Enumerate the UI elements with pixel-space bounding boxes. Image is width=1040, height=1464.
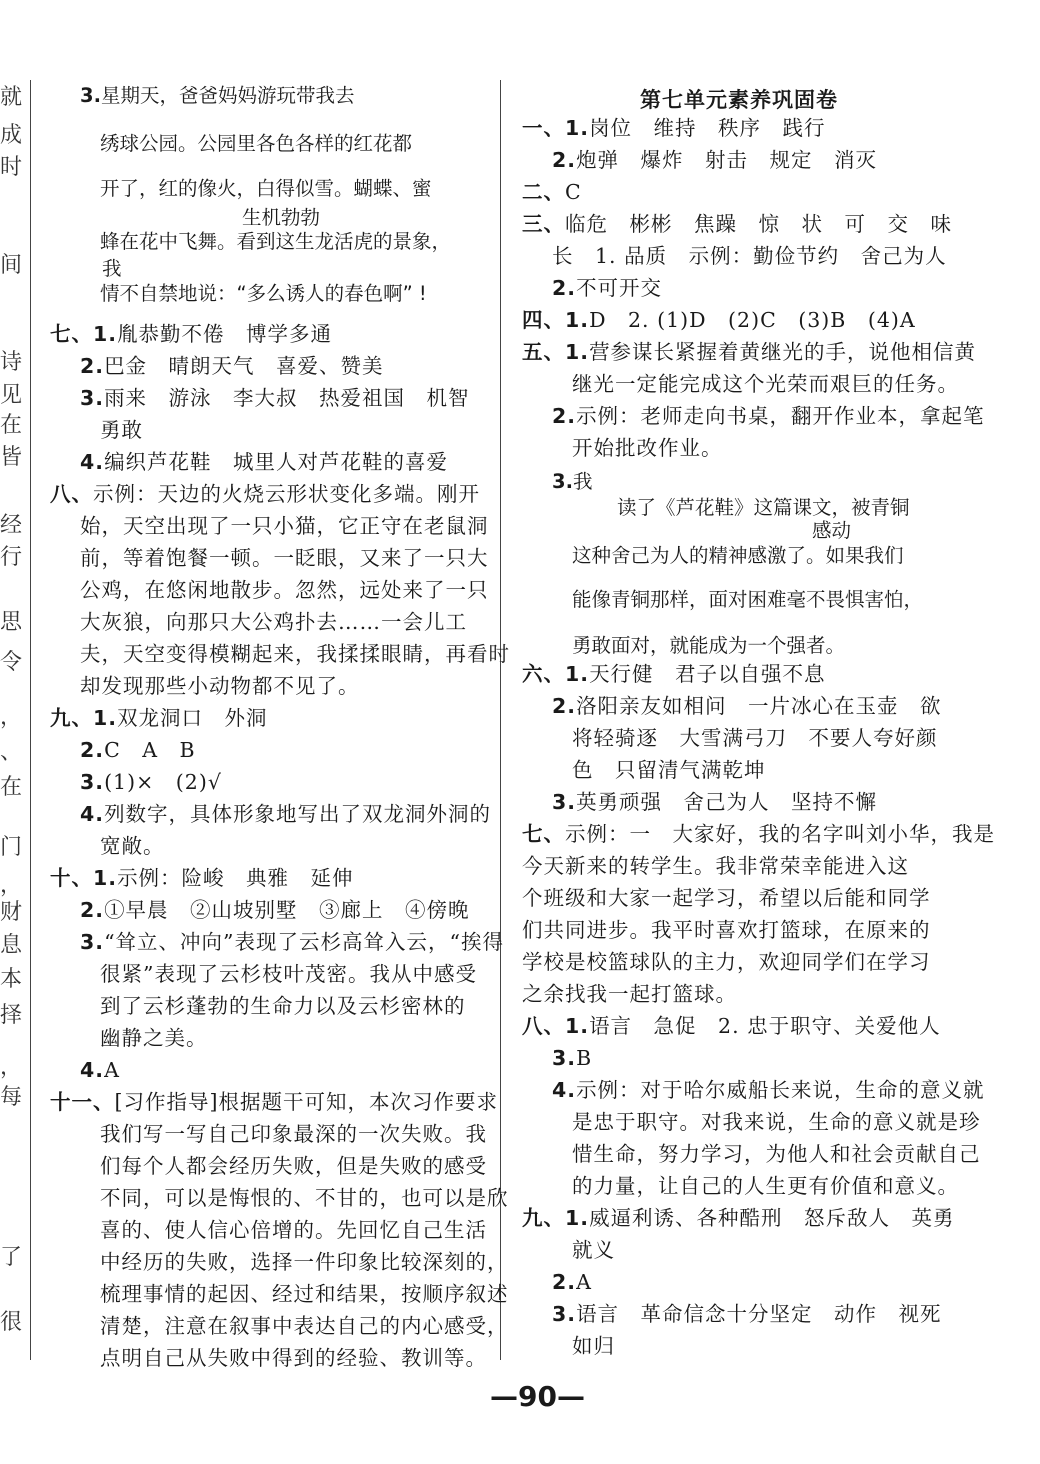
edge-fragment: 了 [0, 1245, 23, 1270]
answer-text: 大灰狼，向那只大公鸡扑去……一会儿工 [80, 610, 467, 634]
answer-text: B [576, 1046, 593, 1070]
answer-text: 的力量，让自己的人生更有价值和意义。 [572, 1174, 959, 1198]
answer-text: 夫，天空变得模糊起来，我揉揉眼睛，再看时 [80, 642, 510, 666]
answer-line [100, 278, 427, 310]
item-number: 2. [552, 1270, 577, 1294]
answer-text: 继光一定能完成这个光荣而艰巨的任务。 [572, 372, 959, 396]
item-number: 九、1. [522, 1206, 590, 1230]
edge-fragment: 、 [0, 740, 23, 765]
edge-fragment: 皆 [0, 445, 23, 470]
answer-line [522, 658, 826, 690]
left-margin-rule [30, 80, 31, 1360]
edge-fragment: 诗 [0, 350, 23, 375]
answer-line [80, 798, 491, 830]
answer-text: C A B [104, 738, 196, 762]
answer-text: 营参谋长紧握着黄继光的手，说他相信黄 [589, 340, 977, 364]
answer-text: 天行健 君子以自强不息 [589, 662, 826, 686]
answer-line [522, 112, 826, 144]
edge-fragment: 门 [0, 835, 23, 860]
answer-line [522, 946, 931, 978]
answer-line [80, 542, 489, 574]
answer-line [522, 1202, 955, 1234]
item-number: 三、 [522, 212, 565, 236]
answer-line [80, 350, 384, 382]
answer-text: 能像青铜那样，面对困难毫不畏惧害怕， [572, 588, 924, 611]
answer-text: 情不自禁地说：“多么诱人的春色啊” ! [100, 282, 427, 305]
item-number: 八、 [50, 482, 93, 506]
answer-text: 读了《芦花鞋》这篇课文，被青铜 [617, 496, 910, 519]
answer-text: C [565, 180, 582, 204]
item-number: 七、 [522, 822, 565, 846]
item-number: 八、1. [522, 1014, 590, 1038]
answer-line [552, 786, 877, 818]
answer-text: 梳理事情的起因、经过和结果，按顺序叙述 [100, 1282, 509, 1306]
answer-text: [习作指导]根据题干可知，本次习作要求 [114, 1090, 498, 1114]
answer-line [552, 1042, 592, 1074]
answer-text: 是忠于职守。对我来说，生命的意义就是珍 [572, 1110, 981, 1134]
answer-text: A [576, 1270, 592, 1294]
edge-fragment: 很 [0, 1310, 23, 1335]
answer-line [617, 492, 910, 524]
answer-text: 示例：一 大家好，我的名字叫刘小华，我是 [565, 822, 995, 846]
answer-text: 学校是校篮球队的主力，欢迎同学们在学习 [522, 950, 931, 974]
answer-line [572, 584, 923, 616]
answer-line [80, 80, 355, 112]
answer-text: 开了，红的像火，白得似雪。蝴蝶、蜜 [100, 177, 432, 200]
edge-fragment: 经 [0, 513, 23, 538]
answer-line [100, 1310, 509, 1342]
item-number: 七、1. [50, 322, 118, 346]
item-number: 4. [552, 1078, 577, 1102]
answer-line [572, 1138, 981, 1170]
answer-text: 中经历的失败，选择一件印象比较深刻的， [100, 1250, 509, 1274]
answer-text: 勇敢 [100, 418, 143, 442]
answer-line [572, 722, 938, 754]
answer-line [100, 1278, 509, 1310]
answer-line [80, 734, 196, 766]
answer-text: 们每个人都会经历失败，但是失败的感受 [100, 1154, 487, 1178]
answer-text: 星期天，爸爸妈妈游玩带我去 [100, 84, 355, 107]
answer-line [50, 702, 268, 734]
answer-text: 巴金 晴朗天气 喜爱、赞美 [104, 354, 384, 378]
item-number: 四、1. [522, 308, 590, 332]
answer-text: 之余找我一起打篮球。 [522, 982, 737, 1006]
answer-text: 却发现那些小动物都不见了。 [80, 674, 360, 698]
answer-line [50, 318, 332, 350]
answer-text: 不同，可以是悔恨的、不甘的，也可以是欣 [100, 1186, 509, 1210]
answer-text: 我们写一写自己印象最深的一次失败。我 [100, 1122, 487, 1146]
answer-line [522, 978, 737, 1010]
answer-line [100, 1182, 509, 1214]
answer-line [80, 638, 510, 670]
answer-line [552, 466, 593, 498]
answer-text: 语言 急促 2. 忠于职守、关爱他人 [589, 1014, 941, 1038]
answer-line [552, 144, 877, 176]
answer-text: 炮弹 爆炸 射击 规定 消灭 [576, 148, 878, 172]
answer-text: 威逼利诱、各种酷刑 怒斥敌人 英勇 [589, 1206, 955, 1230]
answer-line [522, 818, 995, 850]
answer-line [522, 914, 931, 946]
answer-line [100, 128, 412, 160]
answer-text: A [104, 1058, 120, 1082]
edge-fragment: 见 [0, 383, 23, 408]
edge-fragment: 每 [0, 1085, 23, 1110]
item-number: 3. [552, 1302, 577, 1326]
answer-text: 我 [572, 470, 593, 493]
answer-line [572, 540, 904, 572]
answer-text: 宽敞。 [100, 834, 165, 858]
item-number: 3. [552, 1046, 577, 1070]
answer-text: 前，等着饱餐一顿。一眨眼，又来了一只大 [80, 546, 489, 570]
edge-fragment: ， [0, 705, 23, 730]
answer-line [100, 1118, 487, 1150]
answer-text: 我 [102, 257, 122, 280]
answer-line [80, 670, 360, 702]
answer-line [100, 414, 143, 446]
page-number: —90— [490, 1380, 585, 1413]
answer-line [50, 1086, 498, 1118]
answer-line [100, 830, 165, 862]
answer-line [100, 958, 477, 990]
item-number: 2. [552, 148, 577, 172]
item-number: 3. [552, 790, 577, 814]
answer-line [552, 690, 942, 722]
answer-line [80, 446, 448, 478]
answer-text: 长 1. 品质 示例：勤俭节约 舍己为人 [552, 244, 947, 268]
edge-fragment: 间 [0, 253, 23, 278]
answer-text: 很紧”表现了云杉枝叶茂密。我从中感受 [100, 962, 477, 986]
answer-line [552, 1074, 985, 1106]
answer-text: 开始批改作业。 [572, 436, 723, 460]
answer-text: 始，天空出现了一只小猫，它正守在老鼠洞 [80, 514, 489, 538]
answer-line [80, 1054, 120, 1086]
answer-line [100, 1246, 509, 1278]
item-number: 4. [80, 1058, 105, 1082]
answer-line [572, 1106, 981, 1138]
answer-line [572, 1234, 615, 1266]
item-number: 2. [80, 898, 105, 922]
answer-line [522, 850, 909, 882]
answer-line [80, 766, 222, 798]
answer-text: 点明自己从失败中得到的经验、教训等。 [100, 1346, 487, 1370]
answer-line [50, 862, 354, 894]
answer-text: 色 只留清气满乾坤 [572, 758, 766, 782]
answer-line [100, 990, 466, 1022]
answer-line [80, 574, 489, 606]
item-number: 六、1. [522, 662, 590, 686]
edge-fragment: 时 [0, 155, 23, 180]
item-number: 3. [80, 386, 105, 410]
answer-line [572, 1170, 959, 1202]
answer-text: 示例：老师走向书桌，翻开作业本，拿起笔 [576, 404, 985, 428]
answer-text: 岗位 维持 秩序 践行 [589, 116, 826, 140]
answer-line [552, 240, 947, 272]
answer-text: 列数字，具体形象地写出了双龙洞外洞的 [104, 802, 492, 826]
answer-text: 示例：险峻 典雅 延伸 [117, 866, 354, 890]
answer-text: 示例：对于哈尔威船长来说，生命的意义就 [576, 1078, 985, 1102]
edge-fragment: 在 [0, 413, 23, 438]
item-number: 2. [552, 404, 577, 428]
edge-fragment: 息 [0, 933, 23, 958]
answer-line [522, 208, 952, 240]
answer-text: (1)× (2)√ [104, 770, 222, 794]
answer-line [80, 926, 504, 958]
edge-fragment: 在 [0, 775, 23, 800]
left-edge-fragments [0, 80, 22, 1360]
edge-fragment: 思 [0, 610, 23, 635]
edge-fragment: ， [0, 873, 23, 898]
answer-line [80, 894, 470, 926]
item-number: 3. [552, 470, 573, 493]
answer-line [522, 336, 976, 368]
answer-text: 感动 [812, 519, 852, 542]
answer-text: 个班级和大家一起学习，希望以后能和同学 [522, 886, 931, 910]
answer-text: 将轻骑逐 大雪满弓刀 不要人夸好颜 [572, 726, 938, 750]
item-number: 3. [80, 84, 101, 107]
answer-line [522, 304, 916, 336]
answer-text: 英勇顽强 舍己为人 坚持不懈 [576, 790, 878, 814]
answer-line [522, 882, 931, 914]
answer-text: 喜的、使人信心倍增的。先回忆自己生活 [100, 1218, 487, 1242]
edge-fragment: 成 [0, 123, 23, 148]
item-number: 2. [552, 694, 577, 718]
answer-line [552, 1298, 942, 1330]
answer-line [572, 432, 723, 464]
answer-line [100, 1342, 487, 1374]
answer-text: 生机勃勃 [242, 206, 321, 229]
item-number: 十、1. [50, 866, 118, 890]
column-divider [500, 80, 501, 1360]
edge-fragment: 就 [0, 85, 23, 110]
answer-text: 清楚，注意在叙事中表达自己的内心感受， [100, 1314, 509, 1338]
answer-text: 编织芦花鞋 城里人对芦花鞋的喜爱 [104, 450, 449, 474]
item-number: 4. [80, 450, 105, 474]
answer-text: 幽静之美。 [100, 1026, 208, 1050]
answer-text: 临危 彬彬 焦躁 惊 状 可 交 味 [565, 212, 952, 236]
answer-text: 公鸡，在悠闲地散步。忽然，远处来了一只 [80, 578, 489, 602]
answer-text: 绣球公园。公园里各色各样的红花都 [100, 132, 413, 155]
answer-text: 就义 [572, 1238, 615, 1262]
answer-line [80, 510, 489, 542]
answer-text: 不可开交 [576, 276, 663, 300]
item-number: 2. [80, 354, 105, 378]
answer-line [100, 173, 432, 205]
item-number: 一、1. [522, 116, 590, 140]
item-number: 十一、 [50, 1090, 115, 1114]
answer-line [572, 368, 959, 400]
answer-line [100, 226, 451, 258]
answer-line [80, 606, 467, 638]
answer-line [100, 1022, 208, 1054]
answer-line [552, 400, 985, 432]
item-number: 3. [80, 770, 105, 794]
answer-line [522, 176, 582, 208]
answer-text: 语言 革命信念十分坚定 动作 视死 [576, 1302, 942, 1326]
answer-line [80, 382, 470, 414]
answer-text: 洛阳亲友如相问 一片冰心在玉壶 欲 [576, 694, 942, 718]
answer-text: 到了云杉蓬勃的生命力以及云杉密林的 [100, 994, 466, 1018]
edge-fragment: ， [0, 1055, 23, 1080]
edge-fragment: 择 [0, 1003, 23, 1028]
edge-fragment: 行 [0, 545, 23, 570]
answer-line [522, 1010, 941, 1042]
item-number: 3. [80, 930, 105, 954]
item-number: 九、1. [50, 706, 118, 730]
answer-text: 勇敢面对，就能成为一个强者。 [572, 634, 846, 657]
answer-line [572, 1330, 615, 1362]
answer-text: 这种舍己为人的精神感激了。如果我们 [572, 544, 904, 567]
edge-fragment: 令 [0, 650, 23, 675]
unit-title: 第七单元素养巩固卷 [640, 88, 838, 112]
item-number: 2. [80, 738, 105, 762]
answer-text: 雨来 游泳 李大叔 热爱祖国 机智 [104, 386, 470, 410]
answer-line [552, 1266, 592, 1298]
answer-text: 如归 [572, 1334, 615, 1358]
answer-text: 示例：天边的火烧云形状变化多端。刚开 [93, 482, 480, 506]
answer-text: 惜生命，努力学习，为他人和社会贡献自己 [572, 1142, 981, 1166]
answer-text: 胤恭勤不倦 博学多通 [117, 322, 333, 346]
answer-text: D 2. (1)D (2)C (3)B (4)A [589, 308, 916, 332]
answer-text: 们共同进步。我平时喜欢打篮球，在原来的 [522, 918, 931, 942]
answer-line [100, 1150, 487, 1182]
item-number: 2. [552, 276, 577, 300]
answer-text: 今天新来的转学生。我非常荣幸能进入这 [522, 854, 909, 878]
answer-line [100, 1214, 487, 1246]
answer-line [50, 478, 480, 510]
answer-text: 蜂在花中飞舞。看到这生龙活虎的景象， [100, 230, 452, 253]
edge-fragment: 财 [0, 900, 23, 925]
item-number: 4. [80, 802, 105, 826]
answer-line [552, 272, 662, 304]
answer-line [572, 754, 766, 786]
edge-fragment: 本 [0, 967, 23, 992]
answer-text: 双龙洞口 外洞 [117, 706, 268, 730]
answer-text: “耸立、冲向”表现了云杉高耸入云，“挨得 [104, 930, 505, 954]
item-number: 五、1. [522, 340, 590, 364]
item-number: 二、 [522, 180, 565, 204]
answer-text: ①早晨 ②山坡别墅 ③廊上 ④傍晚 [104, 898, 470, 922]
